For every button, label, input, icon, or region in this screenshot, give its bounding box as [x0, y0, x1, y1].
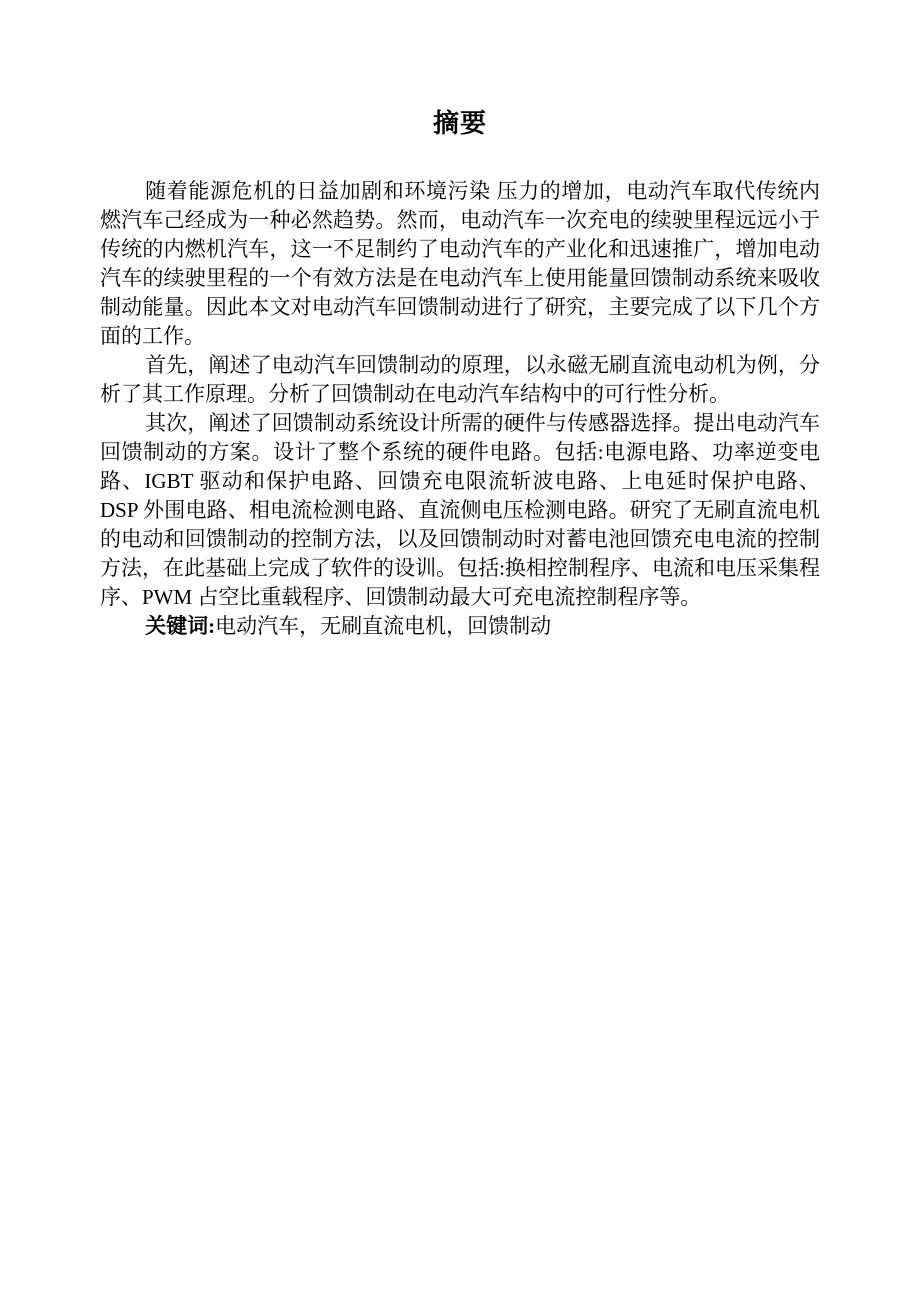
abstract-paragraph-3: 其次，阐述了回馈制动系统设计所需的硬件与传感器选择。提出电动汽车回馈制动的方案。设计了整个系统的硬件电路。包括:电源电路、功率逆变电路、IGBT 驱动和保护电路、回馈充电限流斩波电路、上电延时保护电路、DSP 外围电路、相电流检测电路、直流侧电压检测电路。研究了无刷直流电机的电动和回馈制动的控制方法，以及回馈制动时对蓄电池回馈充电电流的控制方法，在此基础上完成了软件的设训。包括:换相控制程序、电流和电压采集程序、PWM 占空比重载程序、回馈制动最大可充电流控制程序等。 [100, 411, 820, 609]
keywords-label: 关键词: [145, 614, 216, 638]
keywords-line [100, 612, 820, 641]
keywords-text: 电动汽车，无刷直流电机，回馈制动 [215, 614, 552, 638]
page-title: 摘要 [432, 109, 487, 138]
abstract-paragraph-1: 随着能源危机的日益加剧和环境污染 压力的增加，电动汽车取代传统内燃汽车己经成为一种必然趋势。然而，电动汽车一次充电的续驶里程远远小于传统的内燃机汽车，这一不足制约了电动汽车的产业化和迅速推广，增加电动汽车的续驶里程的一个有效方法是在电动汽车上使用能量回馈制动系统来吸收制动能量。因此本文对电动汽车回馈制动进行了研究，主要完成了以下几个方面的工作。 [100, 179, 820, 348]
abstract-paragraph-2: 首先，阐述了电动汽车回馈制动的原理，以永磁无刷直流电动机为例，分析了其工作原理。分析了回馈制动在电动汽车结构中的可行性分析。 [100, 353, 820, 406]
abstract-body [100, 177, 820, 641]
